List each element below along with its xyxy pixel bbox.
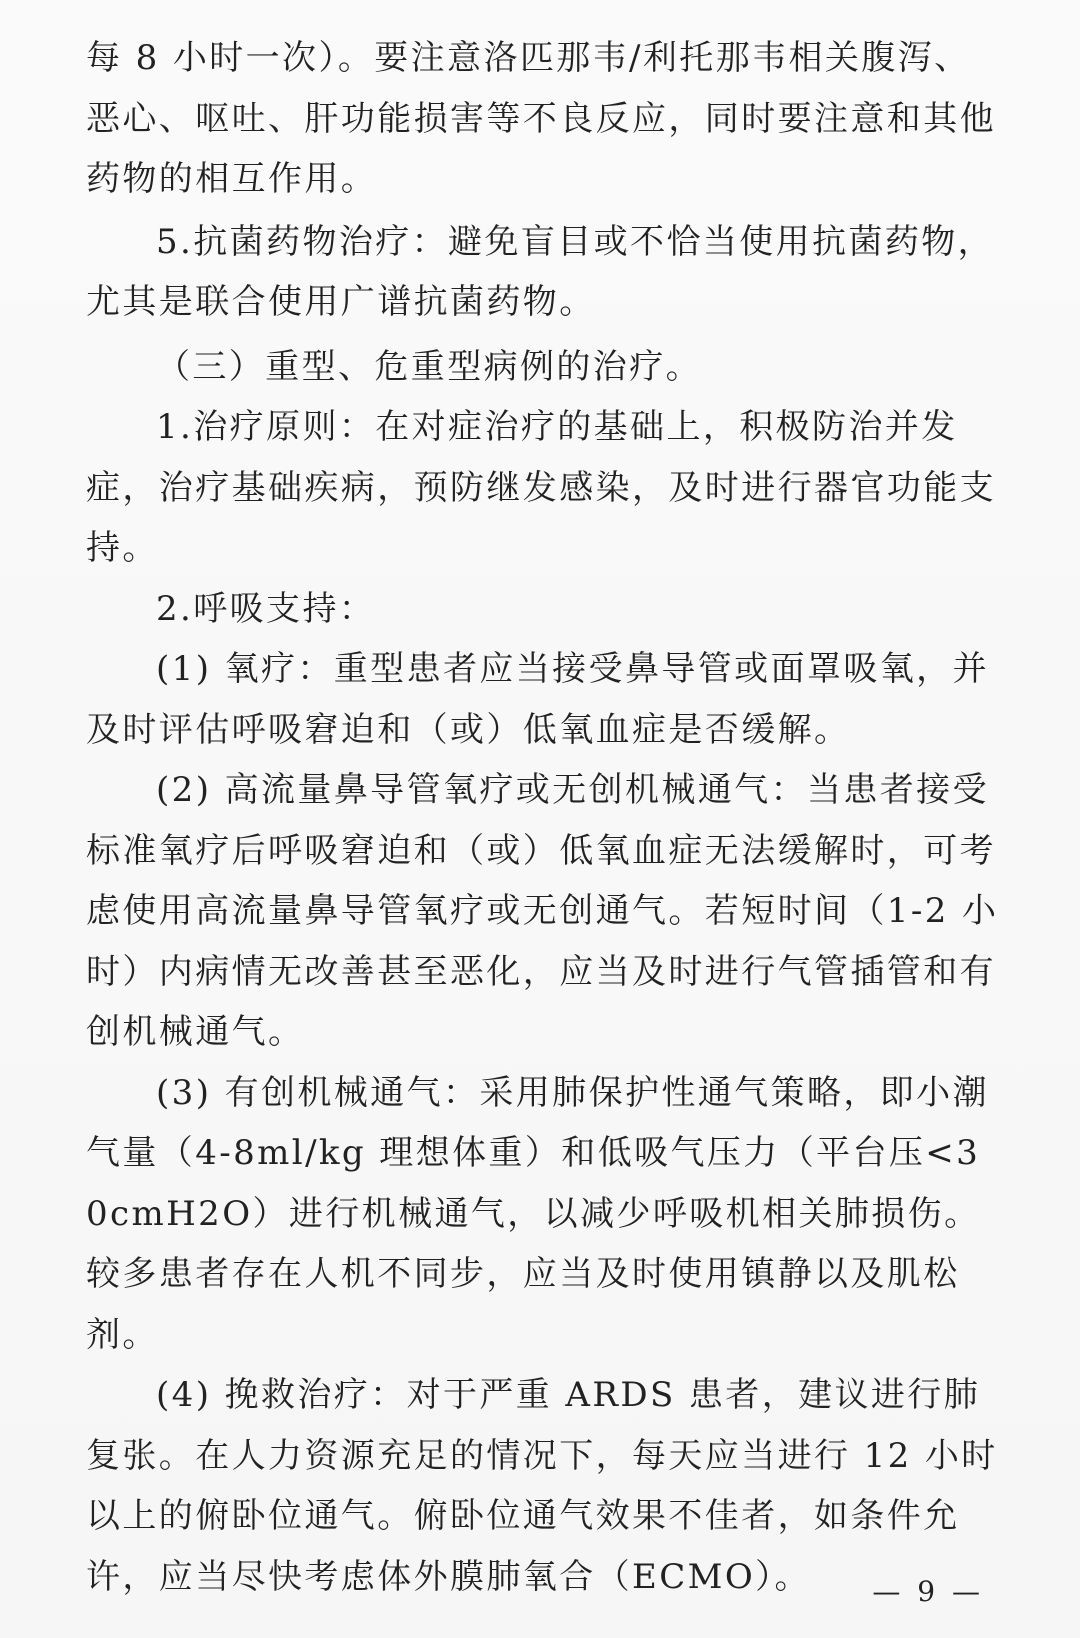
page-number: — 9 — — [872, 1575, 984, 1608]
paragraph-invasive-ventilation: (3) 有创机械通气：采用肺保护性通气策略，即小潮气量（4-8ml/kg 理想体重）和低吸气压力（平台压<30cmH2O）进行机械通气，以减少呼吸机相关肺损伤。较多患者存在人机不同步，应当及时使用镇静以及肌松剂。 — [86, 1072, 989, 1355]
section-heading-severe: （三）重型、危重型病例的治疗。 — [156, 346, 702, 387]
paragraph-antibacterial: 5.抗菌药物治疗：避免盲目或不恰当使用抗菌药物，尤其是联合使用广谱抗菌药物。 — [86, 221, 995, 322]
paragraph-respiratory-support: 2.呼吸支持： — [156, 588, 376, 629]
paragraph-rescue-therapy: (4) 挽救治疗：对于严重 ARDS 患者，建议进行肺复张。在人力资源充足的情况下，每天应当进行 12 小时以上的俯卧位通气。俯卧位通气效果不佳者，如条件允许，应当尽快考虑体外膜肺氧合（ECMO）。 — [86, 1375, 998, 1597]
paragraph-drug-side-effects: 每 8 小时一次）。要注意洛匹那韦/利托那韦相关腹泻、恶心、呕吐、肝功能损害等不良反应，同时要注意和其他药物的相互作用。 — [86, 38, 996, 199]
document-body — [86, 28, 1001, 1607]
paragraph-high-flow: (2) 高流量鼻导管氧疗或无创机械通气：当患者接受标准氧疗后呼吸窘迫和（或）低氧血症无法缓解时，可考虑使用高流量鼻导管氧疗或无创通气。若短时间（1-2 小时）内病情无改善甚至恶化，应当及时进行气管插管和有创机械通气。 — [86, 770, 999, 1052]
paragraph-oxygen-therapy: (1) 氧疗：重型患者应当接受鼻导管或面罩吸氧，并及时评估呼吸窘迫和（或）低氧血症是否缓解。 — [86, 649, 989, 750]
paragraph-treatment-principle: 1.治疗原则：在对症治疗的基础上，积极防治并发症，治疗基础疾病，预防继发感染，及时进行器官功能支持。 — [86, 407, 996, 568]
